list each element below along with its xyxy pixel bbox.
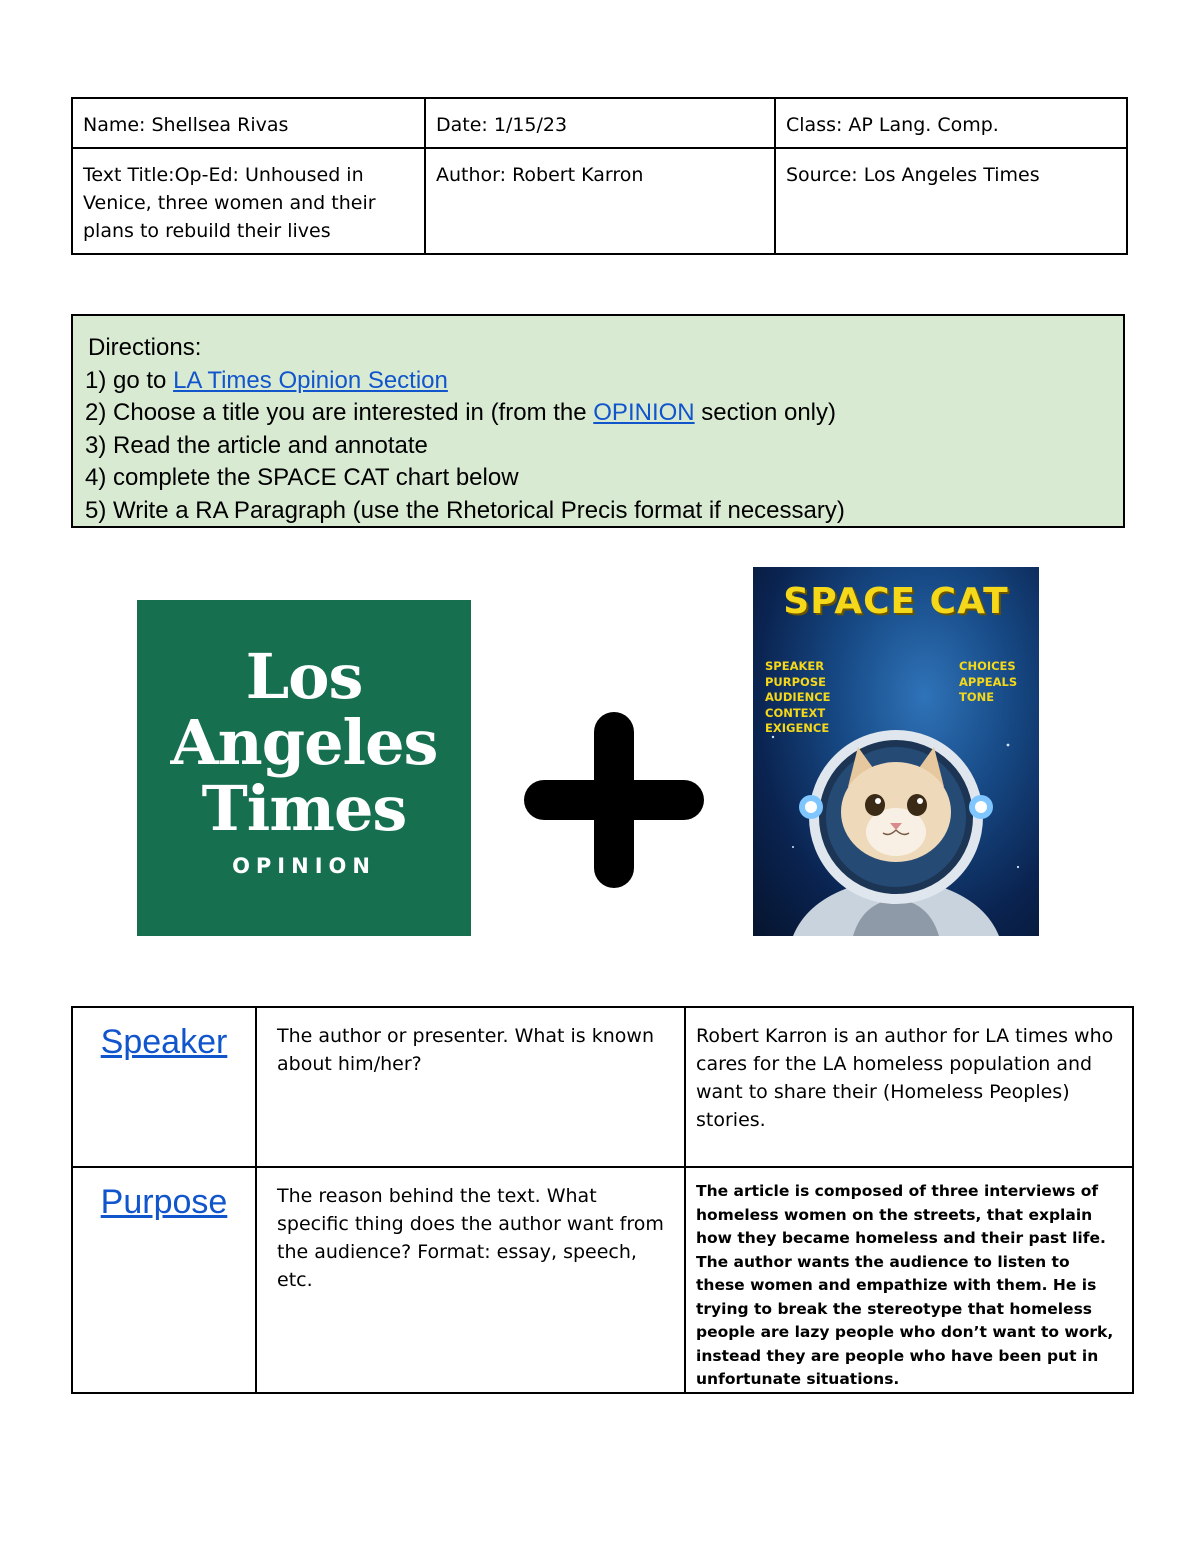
purpose-link[interactable]: Purpose — [100, 1183, 228, 1221]
step2-suffix: section only) — [694, 399, 837, 426]
opinion-link[interactable]: OPINION — [593, 399, 695, 426]
la-times-opinion-logo — [137, 600, 471, 936]
astronaut-cat-illustration — [753, 727, 1039, 936]
poster-item: PURPOSE — [765, 674, 826, 689]
directions-title: Directions: — [88, 334, 202, 361]
space-cat-poster — [753, 567, 1039, 936]
description-cell: The reason behind the text. What specific thing does the author want from the audience? Format: essay, speech, etc. — [256, 1167, 685, 1393]
poster-left-list — [765, 659, 831, 737]
term-cell — [72, 1167, 256, 1393]
class-cell: Class: AP Lang. Comp. — [775, 98, 1127, 148]
author-cell: Author: Robert Karron — [425, 148, 775, 254]
directions-box — [71, 314, 1125, 528]
directions-step-5: 5) Write a RA Paragraph (use the Rhetorical Precis format if necessary) — [85, 496, 845, 524]
text-title-cell: Text Title:Op-Ed: Unhoused in Venice, three women and their plans to rebuild their lives — [72, 148, 425, 254]
la-times-opinion-link[interactable]: LA Times Opinion Section — [173, 366, 448, 394]
source-cell: Source: Los Angeles Times — [775, 148, 1127, 254]
step2-prefix: 2) Choose a title you are interested in (from the — [85, 399, 594, 426]
table-row — [72, 1007, 1133, 1167]
poster-title: SPACE CAT — [783, 581, 1009, 622]
directions-step-1 — [85, 365, 1123, 398]
answer-cell: The article is composed of three interviews of homeless women on the streets, that explain how they became homeless and their past life. The author wants the audience to listen to these women and empathize with them. He is trying to break the stereotype that homeless people are lazy people who don’t want to work, instead they are people who have been put in unfortunate situations. — [685, 1167, 1133, 1393]
table-row — [72, 1167, 1133, 1393]
poster-item: CONTEXT — [765, 705, 826, 720]
poster-right-list — [959, 659, 1017, 706]
answer-cell: Robert Karron is an author for LA times who cares for the LA homeless population and want to share their (Homeless Peoples) stories. — [685, 1007, 1133, 1167]
logo-opinion-label: OPINION — [232, 854, 376, 878]
poster-item: TONE — [959, 690, 995, 704]
space-cat-chart — [71, 1006, 1134, 1394]
directions-step-3: 3) Read the article and annotate — [85, 431, 428, 459]
description-cell: The author or presenter. What is known about him/her? — [256, 1007, 685, 1167]
name-cell: Name: Shellsea Rivas — [72, 98, 425, 148]
poster-item: CHOICES — [959, 659, 1016, 673]
logo-line-times: Times — [201, 772, 407, 845]
poster-item: SPEAKER — [765, 659, 825, 673]
step1-prefix: 1) go to — [85, 366, 174, 394]
term-cell — [72, 1007, 256, 1167]
directions-step-2 — [85, 397, 1123, 430]
speaker-link[interactable]: Speaker — [100, 1023, 228, 1061]
logo-line-los: Los — [245, 640, 363, 713]
poster-item: APPEALS — [959, 674, 1018, 689]
poster-item: EXIGENCE — [765, 721, 830, 735]
plus-icon — [522, 710, 706, 890]
header-info-table — [71, 97, 1128, 255]
directions-step-4: 4) complete the SPACE CAT chart below — [85, 464, 519, 491]
poster-item: AUDIENCE — [765, 690, 831, 704]
logo-line-angeles: Angeles — [170, 706, 438, 779]
date-cell: Date: 1/15/23 — [425, 98, 775, 148]
